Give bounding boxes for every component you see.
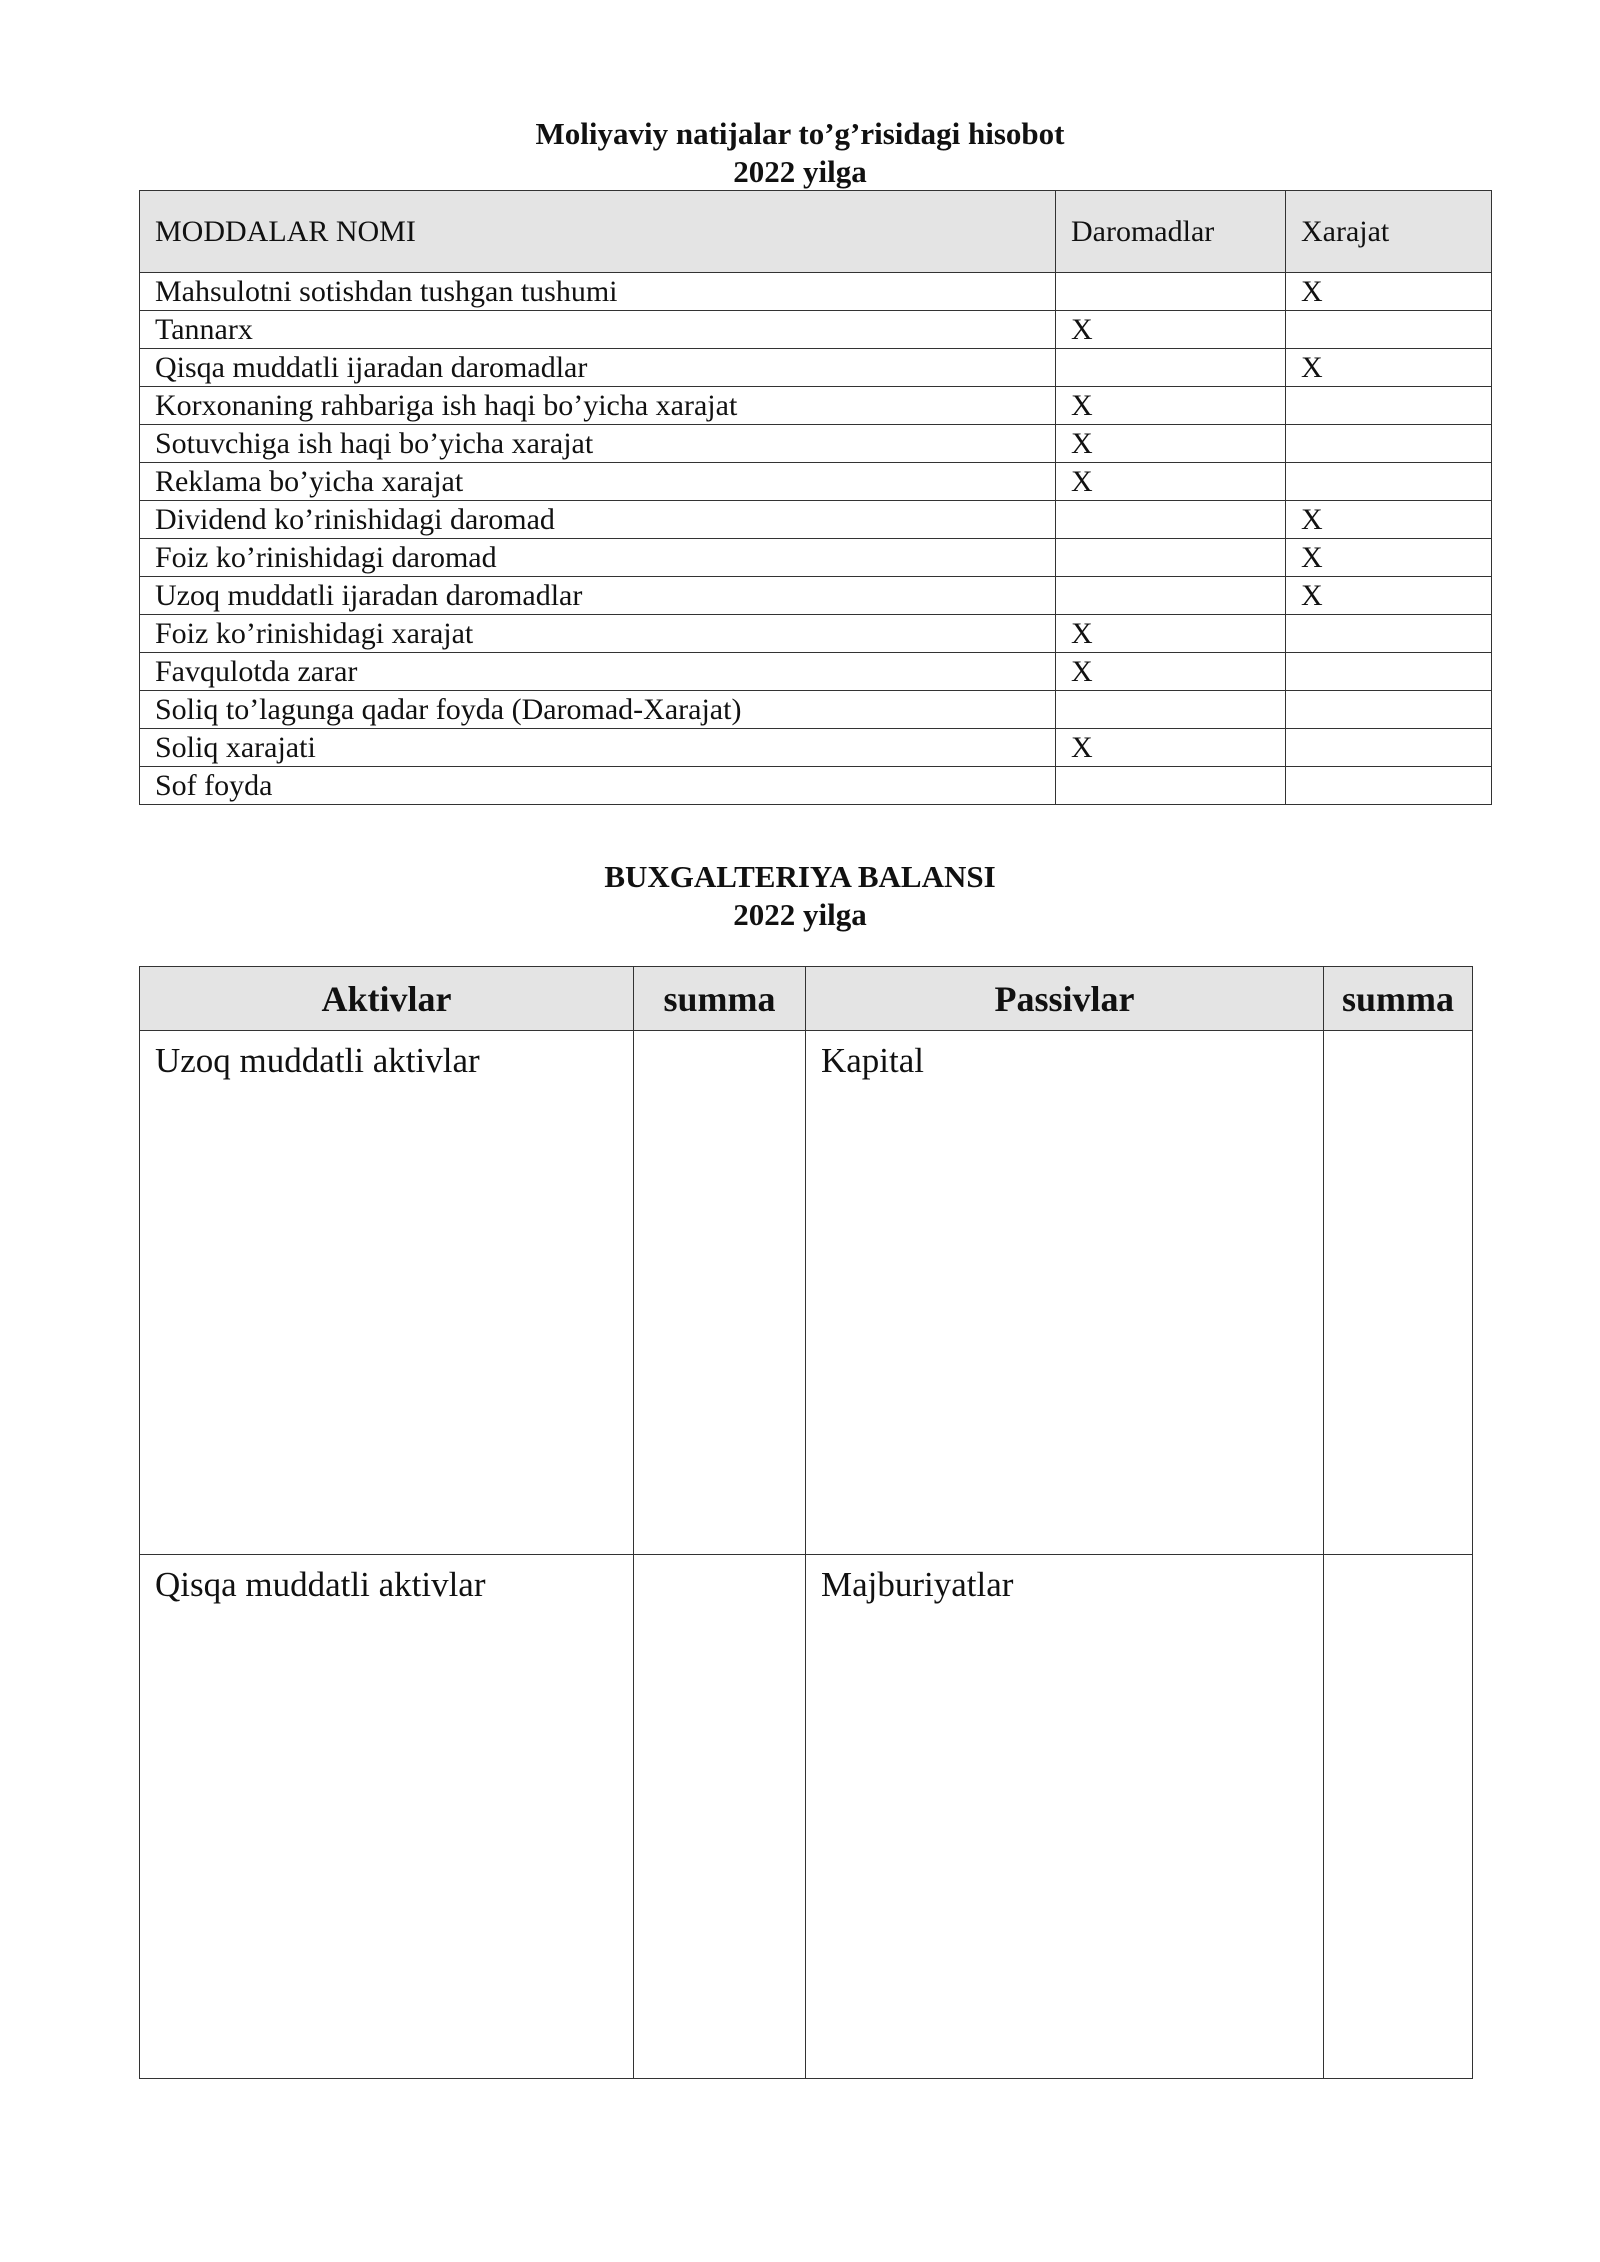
table-row (140, 311, 1492, 349)
table-row (140, 463, 1492, 501)
asset-name-cell: Uzoq muddatli aktivlar (140, 1031, 634, 1555)
expense-mark-cell (1286, 691, 1492, 729)
income-mark-cell: X (1056, 425, 1286, 463)
column-header-assets: Aktivlar (140, 967, 634, 1031)
income-mark-cell (1056, 349, 1286, 387)
income-mark-cell: X (1056, 311, 1286, 349)
asset-sum-cell (634, 1555, 806, 2079)
column-header-liabilities: Passivlar (806, 967, 1324, 1031)
item-name-cell: Foiz ko’rinishidagi xarajat (140, 615, 1056, 653)
expense-mark-cell (1286, 729, 1492, 767)
liability-name-cell: Kapital (806, 1031, 1324, 1555)
expense-mark-cell: X (1286, 349, 1492, 387)
expense-mark-cell (1286, 615, 1492, 653)
income-statement-table (139, 190, 1492, 805)
column-header-liabilities-sum: summa (1324, 967, 1473, 1031)
column-header-items: MODDALAR NOMI (140, 191, 1056, 273)
table-row (140, 1555, 1473, 2079)
item-name-cell: Uzoq muddatli ijaradan daromadlar (140, 577, 1056, 615)
item-name-cell: Korxonaning rahbariga ish haqi bo’yicha xarajat (140, 387, 1056, 425)
expense-mark-cell (1286, 425, 1492, 463)
income-mark-cell (1056, 273, 1286, 311)
item-name-cell: Soliq xarajati (140, 729, 1056, 767)
expense-mark-cell (1286, 387, 1492, 425)
income-mark-cell: X (1056, 615, 1286, 653)
expense-mark-cell: X (1286, 539, 1492, 577)
item-name-cell: Qisqa muddatli ijaradan daromadlar (140, 349, 1056, 387)
item-name-cell: Dividend ko’rinishidagi daromad (140, 501, 1056, 539)
income-mark-cell (1056, 501, 1286, 539)
table-row (140, 539, 1492, 577)
table-row (140, 273, 1492, 311)
item-name-cell: Mahsulotni sotishdan tushgan tushumi (140, 273, 1056, 311)
table-row (140, 577, 1492, 615)
income-statement-title: Moliyaviy natijalar to’g’risidagi hisobot (535, 116, 1065, 151)
income-mark-cell (1056, 577, 1286, 615)
balance-sheet-heading (0, 858, 1600, 934)
item-name-cell: Soliq to’lagunga qadar foyda (Daromad-Xarajat) (140, 691, 1056, 729)
expense-mark-cell (1286, 311, 1492, 349)
table-row (140, 387, 1492, 425)
expense-mark-cell: X (1286, 501, 1492, 539)
expense-mark-cell (1286, 463, 1492, 501)
expense-mark-cell (1286, 767, 1492, 805)
table-row (140, 729, 1492, 767)
income-mark-cell (1056, 767, 1286, 805)
income-mark-cell: X (1056, 729, 1286, 767)
table-row (140, 1031, 1473, 1555)
liability-sum-cell (1324, 1555, 1473, 2079)
liability-sum-cell (1324, 1031, 1473, 1555)
item-name-cell: Reklama bo’yicha xarajat (140, 463, 1056, 501)
asset-sum-cell (634, 1031, 806, 1555)
income-mark-cell: X (1056, 463, 1286, 501)
item-name-cell: Sotuvchiga ish haqi bo’yicha xarajat (140, 425, 1056, 463)
column-header-income: Daromadlar (1056, 191, 1286, 273)
asset-name-cell: Qisqa muddatli aktivlar (140, 1555, 634, 2079)
table-row (140, 653, 1492, 691)
income-mark-cell: X (1056, 653, 1286, 691)
column-header-expense: Xarajat (1286, 191, 1492, 273)
table-row (140, 501, 1492, 539)
item-name-cell: Foiz ko’rinishidagi daromad (140, 539, 1056, 577)
balance-sheet-title: BUXGALTERIYA BALANSI (604, 859, 996, 894)
table-row (140, 767, 1492, 805)
table-row (140, 691, 1492, 729)
balance-sheet-table (139, 966, 1473, 2079)
expense-mark-cell (1286, 653, 1492, 691)
column-header-assets-sum: summa (634, 967, 806, 1031)
income-mark-cell: X (1056, 387, 1286, 425)
item-name-cell: Sof foyda (140, 767, 1056, 805)
item-name-cell: Tannarx (140, 311, 1056, 349)
income-statement-subtitle: 2022 yilga (733, 154, 867, 189)
table-row (140, 615, 1492, 653)
income-mark-cell (1056, 539, 1286, 577)
income-mark-cell (1056, 691, 1286, 729)
expense-mark-cell: X (1286, 577, 1492, 615)
balance-sheet-subtitle: 2022 yilga (733, 897, 867, 932)
table-header-row (140, 191, 1492, 273)
expense-mark-cell: X (1286, 273, 1492, 311)
table-row (140, 349, 1492, 387)
table-header-row (140, 967, 1473, 1031)
liability-name-cell: Majburiyatlar (806, 1555, 1324, 2079)
item-name-cell: Favqulotda zarar (140, 653, 1056, 691)
income-statement-heading (0, 115, 1600, 191)
table-row (140, 425, 1492, 463)
